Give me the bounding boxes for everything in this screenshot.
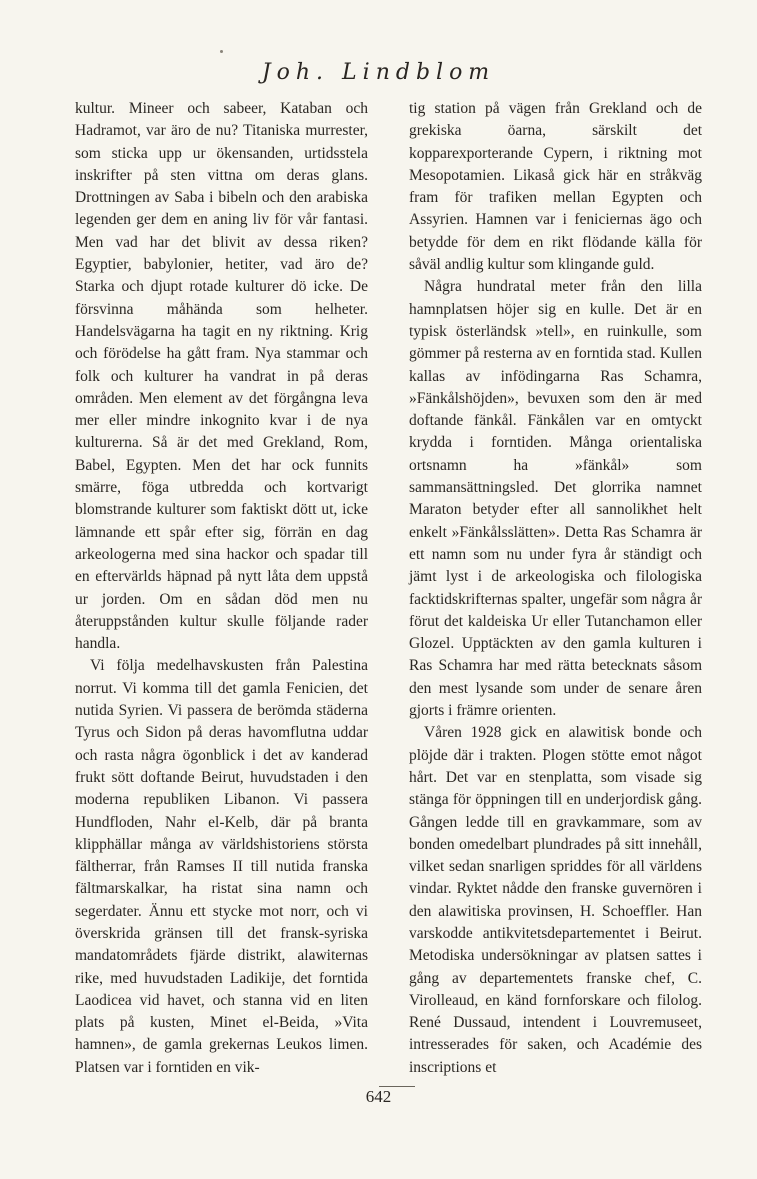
paragraph: tig station på vägen från Grekland och de grekiska öarna, särskilt det kopparexporterande Cypern, i riktning mot Mesopotamien. Likaså gick här en stråkväg fram för trafiken mellan Egypten och Assyrien. Hamnen var i feniciernas ägo och betydde för dem en rikt flödande källa för såväl andlig kultur som klingande guld. (409, 100, 702, 274)
left-column (75, 98, 368, 1079)
paragraph: Våren 1928 gick en alawitisk bonde och plöjde där i trakten. Plogen stötte emot något hårt. Det var en stenplatta, som visade sig stänga för öppningen till en underjordisk gång. Gången ledde till en gravkammare, som av bonden omedelbart plundrades på sitt innehåll, vilket sedan snarligen spriddes för all världens vindar. Ryktet nådde den franske guvernören i den alawitiska provinsen, H. Schoeffler. Han varskodde antikvitetsdepartementet i Beirut. Metodiska undersökningar av platsen sattes i gång av departementets franske chef, C. Virolleaud, en känd fornforskare och filolog. René Dussaud, intendent i Louvremuseet, intresserades för saken, och Académie des inscriptions et (409, 724, 702, 1076)
paragraph: kultur. Mineer och sabeer, Kataban och Hadramot, var äro de nu? Titaniska murrester, som sticka upp ur ökensanden, urtidsstela inskrifter på sten vittna om deras glans. Drottningen av Saba i bibeln och den arabiska legenden ger dem en aning liv för vår fantasi. Men vad har det blivit av dessa riken? Egyptier, babylonier, hetiter, vad äro de? Starka och djupt rotade kulturer dö icke. De försvinna måhända som helheter. Handelsvägarna ha tagit en ny riktning. Krig och förödelse ha gått fram. Nya stammar och folk och kulturer ha vandrat in på deras områden. Men element av det förgångna leva mer eller mindre inkognito kvar i de nya kulturerna. Så är det med Grekland, Rom, Babel, Egypten. Men det har ock funnits smärre, föga utbredda och kortvarigt blomstrande kulturer som faktiskt dött ut, icke lämnande ett spår efter sig, förrän en dag arkeologerna med sina hackor och spadar till en eftervärlds häpnad på nytt låta dem uppstå ur jorden. Om en sådan död men nu återuppstånden kultur skulle följande rader handla. (75, 100, 368, 653)
page-number: 642 (365, 1087, 392, 1106)
paragraph: Vi följa medelhavskusten från Palestina norrut. Vi komma till det gamla Fenicien, det nutida Syrien. Vi passera de berömda städerna Tyrus och Sidon på deras havomflutna uddar och rasta några ögonblick i det av kanderad frukt sött doftande Beirut, huvudstaden i den moderna republiken Libanon. Vi passera Hundfloden, Nahr el-Kelb, där på branta klipphällar många av världshistoriens största fältherrar, från Ramses II till nutida franska fältmarskalkar, ha ristat sina namn och segerdater. Ännu ett stycke mot norr, och vi överskrida gränsen till det fransk-syriska mandatområdets fjärde distrikt, alawiternas rike, med huvudstaden Ladikije, det forntida Laodicea vid havet, och stanna vid en liten plats på kusten, Minet el-Beida, »Vita hamnen», de gamla grekernas Leukos limen. Platsen var i forntiden en vik- (75, 657, 368, 1076)
running-header-author: Joh. Lindblom (261, 60, 496, 85)
ink-speck (220, 50, 223, 53)
right-column (409, 98, 702, 1079)
paragraph: Några hundratal meter från den lilla hamnplatsen höjer sig en kulle. Det är en typisk österländsk »tell», en ruinkulle, som gömmer på resterna av en forntida stad. Kullen kallas av infödingarna Ras Schamra, »Fänkålshöjden», bevuxen som den är med doftande fänkål. Fänkålen var en omtyckt krydda i forntiden. Många orientaliska ortsnamn ha »fänkål» som sammansättningsled. Det glorrika namnet Maraton betyder efter all sannolikhet helt enkelt »Fänkålsslätten». Detta Ras Schamra är ett namn som nu under fyra år ständigt och jämt lyst i de arkeologiska och filologiska facktidskrifternas spalter, ungefär som några år förut det kaldeiska Ur eller Tutanchamon eller Glozel. Upptäckten av den gamla kulturen i Ras Schamra har med rätta betecknats såsom den mest lysande som under de senare åren gjorts i främre orienten. (409, 278, 702, 720)
